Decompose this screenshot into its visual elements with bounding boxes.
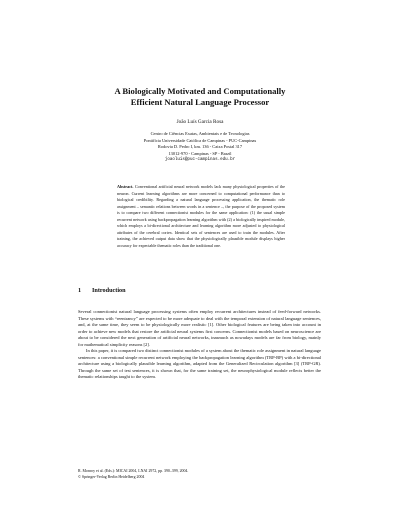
affiliation-line: Centro de Ciências Exatas, Ambientais e de Tecnologias — [150, 131, 250, 136]
copyright-line: © Springer-Verlag Berlin Heidelberg 2004 — [78, 475, 145, 479]
paragraph: In this paper, it is compared two distinct connectionist modules of a system about the thematic role assignment in natural language sentences: a conventional simple recurrent network employing the backpropagation learning algorithm (TRP-BP) with a bi-directional architecture using a biologically plausible learning algorithm, adapted from the Generalized Recirculation algorithm [3] (TRP-GR). Through the same set of test sentences, it is shown that, for the same training set, the neurophysiological module reflects better the thematic relationships taught to the system. — [78, 348, 321, 380]
section-title: Introduction — [92, 287, 126, 294]
affiliation-block — [60, 131, 340, 164]
author-email: joaoluis@puc-campinas.edu.br — [164, 158, 236, 163]
citation-line: R. Monroy et al. (Eds.): MICAI 2004, LNAI 2972, pp. 390–399, 2004. — [78, 469, 189, 473]
title-line-2: Efficient Natural Language Processor — [130, 97, 270, 107]
title-line-1: A Biologically Motivated and Computationally — [114, 86, 286, 96]
affiliation-line: 13012-970 - Campinas - SP - Brazil — [168, 150, 232, 156]
author-name: João Luís Garcia Rosa — [176, 119, 224, 125]
affiliation-line: Rodovia D. Pedro I, km. 136 - Caixa Postal 317 — [157, 144, 243, 150]
affiliation-line: Pontifícia Universidade Católica de Campinas - PUC-Campinas — [143, 137, 257, 143]
paragraph: Several connectionist natural language processing systems often employ recurrent architectures instead of feed-forward networks. These systems with “reentrancy” are expected to be more adequate to deal with the temporal extension of natural language sentences, and, at the same time, they seem to be physiologically more realistic [1]. Other biological features are being taken into account in order to achieve new models that restore the artificial neural systems first concerns. Connectionist models based on neuroscience are about to be considered the next generation of artificial neural networks, inasmuch as nowadays models are far from biology, mainly for mathematical simplicity reasons [2]. — [78, 309, 321, 347]
abstract-text: Conventional artificial neural network models lack many physiological properties of the neuron. Current learning algorithms are more concerned to computational performance than to biological credibility. Regarding a natural language processing application, the thematic role assignment – semantic relations between words in a sentence –, the purpose of the proposed system is to compare two different connectionist modules for the same application: (1) the usual simple recurrent network using backpropagation learning algorithm with (2) a biologically inspired module, which employs a bi-directional architecture and learning algorithm more adjusted to physiological attributes of the cerebral cortex. Identical sets of sentences are used to train the modules. After training, the achieved output data show that the physiologically plausible module displays higher accuracy for expectable thematic roles than the traditional one. — [117, 184, 285, 248]
body-text — [78, 309, 321, 381]
section-number: 1 — [78, 287, 82, 294]
copyright-footer — [78, 468, 321, 480]
section-heading — [78, 287, 126, 295]
paper-title — [60, 86, 340, 108]
abstract-label: Abstract. — [117, 184, 134, 189]
abstract — [117, 184, 285, 249]
